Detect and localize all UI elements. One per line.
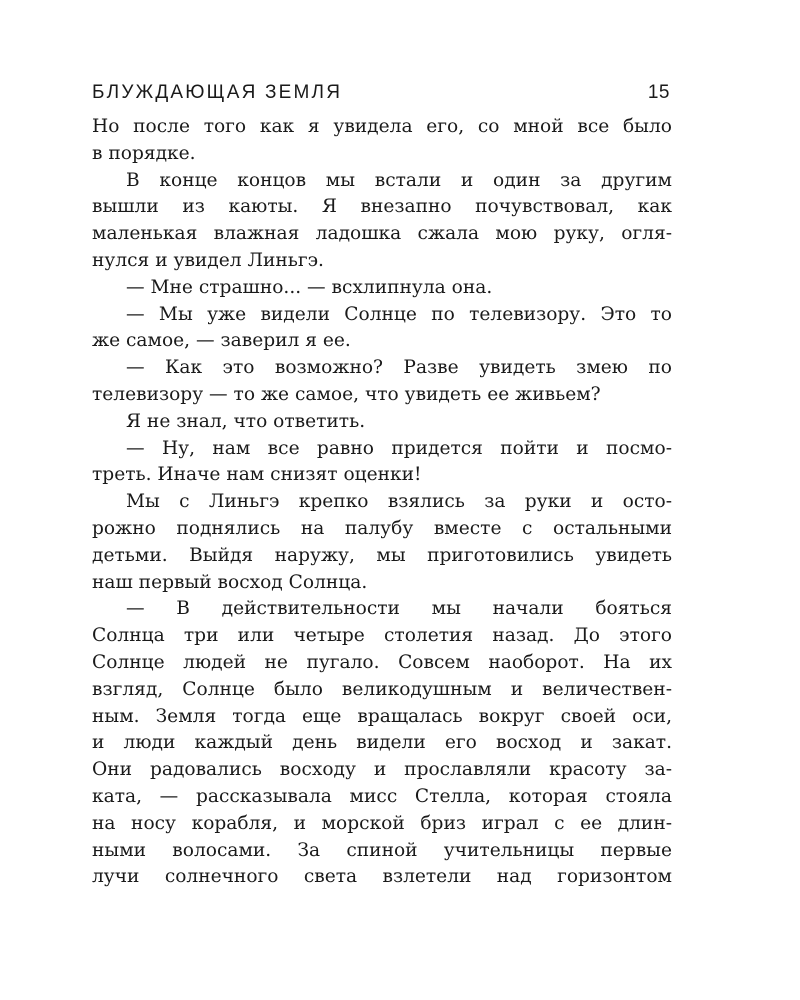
text-line: ным. Земля тогда еще вращалась вокруг своей оси, [92,705,672,727]
text-line: Я не знал, что ответить. [126,410,366,432]
text-line: телевизору — то же самое, что увидеть ее живьем? [92,383,601,405]
book-title: БЛУЖДАЮЩАЯ ЗЕМЛЯ [92,82,343,103]
text-line: лучи солнечного света взлетели над горизонтом [92,866,672,888]
text-line: Мы с Линьгэ крепко взялись за руки и осто- [126,491,672,513]
body-text [92,114,672,891]
text-line: нулся и увидел Линьгэ. [92,249,324,271]
text-line: — Мы уже видели Солнце по телевизору. Это то [126,303,672,325]
text-line: — Ну, нам все равно придется пойти и посмо- [126,437,672,459]
text-line: Но после того как я увидела его, со мной все было [92,116,672,137]
text-line: взгляд, Солнце было великодушным и величествен- [92,678,672,700]
text-line: — Как это возможно? Разве увидеть змею по [126,357,672,379]
text-line: детьми. Выйдя наружу, мы приготовились увидеть [92,544,672,566]
text-line: вышли из каюты. Я внезапно почувствовал, как [92,196,672,218]
text-line: — Мне страшно... — всхлипнула она. [126,276,493,298]
text-line: в порядке. [92,142,196,164]
text-line: В конце концов мы встали и один за другим [126,169,672,191]
text-line: — В действительности мы начали бояться [126,598,672,620]
text-line: ными волосами. За спиной учительницы первые [92,839,672,861]
running-header [92,80,672,114]
text-line: на носу корабля, и морской бриз играл с ее длин- [92,812,672,834]
text-line: рожно поднялись на палубу вместе с остальными [92,517,672,539]
text-line: ката, — рассказывала мисс Стелла, которая стояла [92,785,672,807]
book-page [92,80,672,891]
page-number: 15 [647,82,670,103]
text-line: Солнце людей не пугало. Совсем наоборот. На их [92,651,672,673]
text-line: треть. Иначе нам снизят оценки! [92,464,422,486]
text-line: Они радовались восходу и прославляли красоту за- [92,759,672,781]
text-line: наш первый восход Солнца. [92,571,368,593]
text-line: же самое, — заверил я ее. [92,330,351,352]
text-line: маленькая влажная ладошка сжала мою руку, огля- [92,223,672,245]
text-line: и люди каждый день видели его восход и закат. [92,732,672,754]
text-line: Солнца три или четыре столетия назад. До этого [92,625,672,647]
